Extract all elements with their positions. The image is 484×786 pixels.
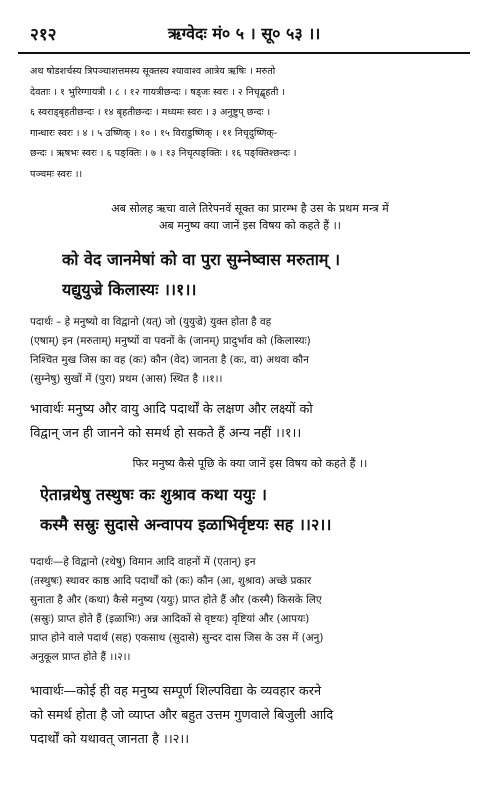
page-header (18, 22, 470, 46)
padartha-line: निश्चित मुख जिस का वह (कः) कौन (वेद) जानता है (कः, वा) अथवा कौन (30, 354, 309, 366)
padartha-line: पदार्थः – हे मनुष्यो वा विद्वानो (यत्) जो (युयुज्रे) युक्त होता है वह (30, 316, 272, 328)
rishi-line: ६ स्वराड्बृहतीछन्दः । १४ बृहतीछन्दः । मध्यमः स्वरः । ३ अनुष्टुप् छन्दः । (30, 107, 271, 119)
padartha-line: (सुम्नेषु) सुखों में (पुरा) प्रथम (आस) स्थित है ।।१।। (30, 373, 223, 385)
padartha-line: प्राप्त होने वाले पदार्थ (सह) एकसाथ (सुदासे) सुन्दर दास जिस के उस में (अनु) (30, 632, 324, 644)
intro-line: अब मनुष्य क्या जानें इस विषय को कहते हैं ।। (159, 219, 341, 232)
padartha-line: सुनाता है और (कथा) कैसे मनुष्य (ययुः) प्राप्त होते हैं और (कस्मै) किसके लिए (30, 594, 322, 606)
bhavartha-line: भावार्थः—कोई ही वह मनुष्य सम्पूर्ण शिल्पविद्या के व्यवहार करने (30, 684, 322, 699)
intro-1 (40, 200, 460, 234)
mantra-1 (62, 245, 462, 305)
mantra-2 (40, 480, 470, 540)
padartha-line: अनुकूल प्राप्त होते हैं ।।२।। (30, 651, 131, 663)
padartha-2 (30, 553, 462, 667)
padartha-line: (तस्थुषः) स्थावर काष्ठ आदि पदार्थों को (कः) कौन (आ, शुश्राव) अच्छे प्रकार (30, 575, 312, 587)
bhavartha-line: भावार्थः मनुष्य और वायु आदि पदार्थों के लक्षण और लक्ष्यों को (30, 402, 313, 417)
rishi-devata-chhanda-block (30, 62, 462, 186)
bhavartha-line: को समर्थ होता है जो व्याप्त और बहुत उत्तम गुणवाले बिजुली आदि (30, 708, 334, 723)
padartha-1 (30, 313, 462, 389)
mantra-line: ऐतान्रथेषु तस्थुषः कः शुश्राव कथा ययुः । (40, 485, 267, 504)
rishi-line: पञ्चमः स्वरः ।। (30, 168, 83, 180)
rishi-line: देवताः । १ भुरिग्गायत्री । ८ । १२ गायत्रीछन्दः । षड्जः स्वरः । २ निचृद्बृहती । (30, 86, 286, 98)
padartha-line: (एषाम्) इन (मरुताम्) मनुष्यों वा पवनों के (जानम्) प्रादुर्भाव को (किलास्यः) (30, 335, 311, 347)
running-title: ऋग्वेदः मं० ५ । सू० ५३ ।। (168, 24, 321, 43)
mantra-line: यद्युयुज्रे किलास्यः ।।१।। (62, 280, 197, 299)
padartha-line: पदार्थः—हे विद्वानो (रथेषु) विमान आदि वाहनों में (एतान्) इन (30, 556, 256, 568)
mantra-line: कस्मै सस्रुः सुदासे अन्वापय इळाभिर्वृष्टयः सह ।।२।। (40, 515, 332, 534)
page-number: २१२ (30, 25, 57, 45)
intro-line: अब सोलह ऋचा वाले तिरेपनवें सूक्त का प्रारम्भ है उस के प्रथम मन्त्र में (111, 202, 389, 215)
bhavartha-line: पदार्थों को यथावत् जानता है ।।२।। (30, 732, 190, 747)
bhavartha-1 (30, 398, 462, 446)
intro-line: फिर मनुष्य कैसे पूछि के क्या जानें इस विषय को कहते हैं ।। (132, 457, 368, 470)
bhavartha-line: विद्वान् जन ही जानने को समर्थ हो सकते हैं अन्य नहीं ।।१।। (30, 426, 302, 441)
mantra-line: को वेद जानमेषां को वा पुरा सुम्नेष्वास मरुताम् । (62, 250, 341, 269)
rishi-line: अथ षोडशर्चस्य त्रिपञ्चाशत्तमस्य सूक्तस्य श्यावाश्व आत्रेय ऋषिः । मरुतो (30, 66, 276, 77)
header-rule (18, 52, 470, 54)
rishi-line: गान्धारः स्वरः । ४ । ५ उष्णिक् । १० । १५ विराडुष्णिक् । ११ निचृदुष्णिक्- (30, 127, 278, 139)
padartha-line: (सस्रुः) प्राप्त होते हैं (इळाभिः) अन्न आदिकों से वृष्टयः) वृष्टियां और (आपयः) (30, 613, 310, 625)
intro-2 (40, 455, 460, 472)
bhavartha-2 (30, 680, 462, 752)
rishi-line: छन्दः । ऋषभः स्वरः । ६ पङ्क्तिः । ७ । १३ निचृत्पङ्क्तिः । १६ पङ्क्तिश्छन्दः । (30, 148, 297, 160)
